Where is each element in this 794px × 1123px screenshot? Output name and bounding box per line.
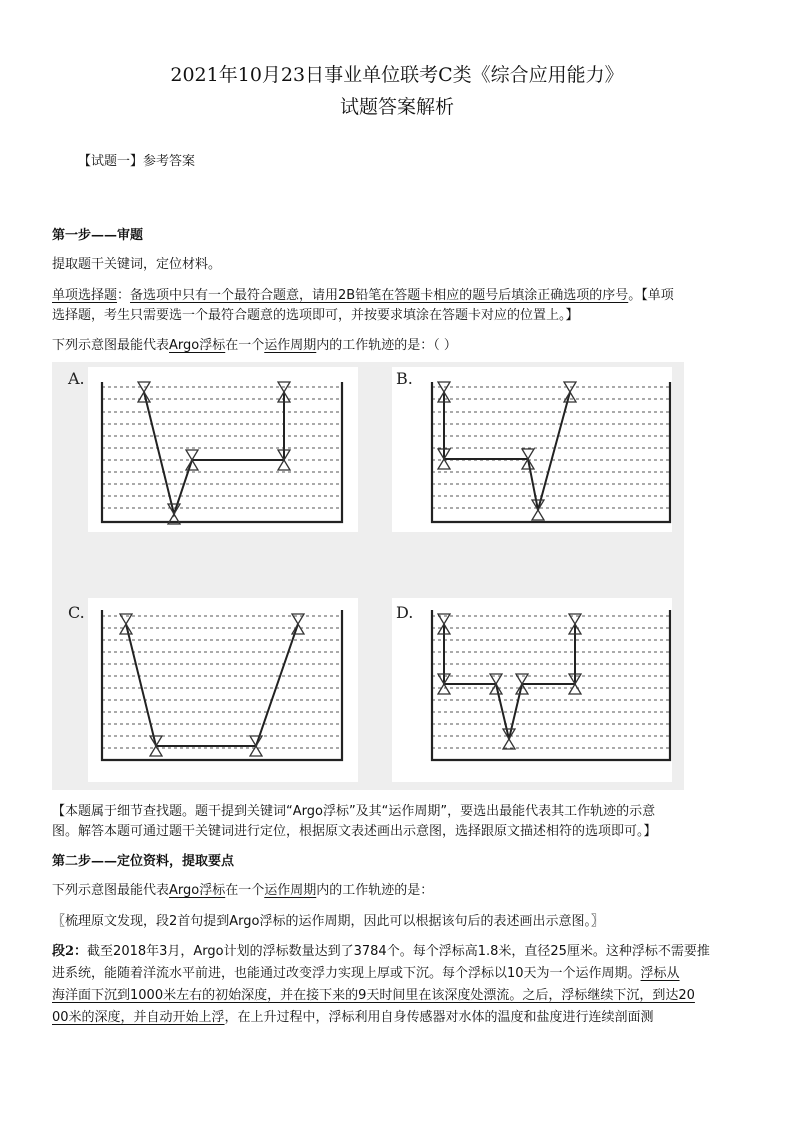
paragraph-text-4: ，在上升过程中，浮标利用自身传感器对水体的温度和盐度进行连续剖面测 <box>224 1010 654 1025</box>
instruction-tail: 。【单项 <box>628 288 674 303</box>
question-post: 内的工作轨迹的是：（ ） <box>316 338 457 353</box>
panel-b <box>392 367 672 532</box>
question-mid: 在一个 <box>225 338 265 353</box>
panel-d <box>392 598 672 782</box>
step1-text: 提取题干关键词，定位材料。 <box>52 257 222 272</box>
section-heading: 【试题一】参考答案 <box>78 154 196 169</box>
question-line <box>52 334 742 358</box>
paragraph-line1 <box>52 940 742 964</box>
panel-c-label: C. <box>68 603 85 622</box>
question-pre: 下列示意图最能代表 <box>52 338 170 353</box>
step2-question-post: 内的工作轨迹的是： <box>316 883 434 898</box>
step2-keyword-cycle: 运作周期 <box>264 883 317 898</box>
analysis-line2: 图。解答本题可通过题干关键词进行定位，根据原文表述画出示意图，选择跟原文描述相符的选项即可。】 <box>52 824 657 839</box>
step2-question-mid: 在一个 <box>225 883 265 898</box>
paragraph-text-2: 进系统，能随着洋流水平前进，也能通过改变浮力实现上厚或下沉。每个浮标以10天为一个运作周期。 <box>52 966 641 981</box>
document-subtitle: 试题答案解析 <box>339 96 454 118</box>
question-keyword-cycle: 运作周期 <box>264 338 317 353</box>
paragraph-text-1: 截至2018年3月，Argo计划的浮标数量达到了3784个。每个浮标高1.8米，直径25厘米。这种浮标不需要推 <box>87 944 710 959</box>
document-title: 2021年10月23日事业单位联考C类《综合应用能力》 <box>170 64 624 86</box>
paragraph-line4 <box>52 1006 742 1030</box>
instruction-label: 单项选择题 <box>52 288 118 303</box>
paragraph-line2 <box>52 962 742 986</box>
instruction-colon: ： <box>117 288 131 303</box>
instruction-line2: 选择题，考生只需要选一个最符合题意的选项即可，并按要求填涂在答题卡对应的位置上。】 <box>52 308 579 323</box>
paragraph-label: 段2： <box>52 944 88 959</box>
panel-a <box>67 367 358 532</box>
trajectory-figure <box>52 362 684 790</box>
step2-heading: 第二步——定位资料，提取要点 <box>52 854 235 869</box>
panel-d-label: D. <box>396 603 414 622</box>
panel-c <box>68 598 358 782</box>
paragraph-line3 <box>52 984 742 1008</box>
step1-heading: 第一步——审题 <box>52 228 144 243</box>
instruction-underlined: 备选项中只有一个最符合题意，请用2B铅笔在答题卡相应的题号后填涂正确选项的序号 <box>130 288 629 303</box>
analysis-line1: 【本题属于细节查找题。题干提到关键词“Argo浮标”及其“运作周期”，要选出最能代表其工作轨迹的示意 <box>52 804 656 819</box>
paragraph-underline-3: 海洋面下沉到1000米左右的初始深度，并在接下来的9天时间里在该深度处漂流。之后，浮标继续下沉，到达20 <box>52 988 695 1003</box>
paragraph-underline-2: 浮标从 <box>640 966 680 981</box>
paragraph-underline-4: 00米的深度，并自动开始上浮 <box>52 1010 225 1025</box>
step2-note: 〖梳理原文发现，段2首句提到Argo浮标的运作周期，因此可以根据该句后的表述画出示意图。〗 <box>52 914 604 929</box>
step2-question <box>52 879 742 903</box>
step2-question-pre: 下列示意图最能代表 <box>52 883 170 898</box>
panel-a-label: A. <box>68 369 85 388</box>
step2-keyword-argo: Argo浮标 <box>169 883 226 898</box>
question-keyword-argo: Argo浮标 <box>169 338 226 353</box>
panel-b-label: B. <box>396 369 413 388</box>
